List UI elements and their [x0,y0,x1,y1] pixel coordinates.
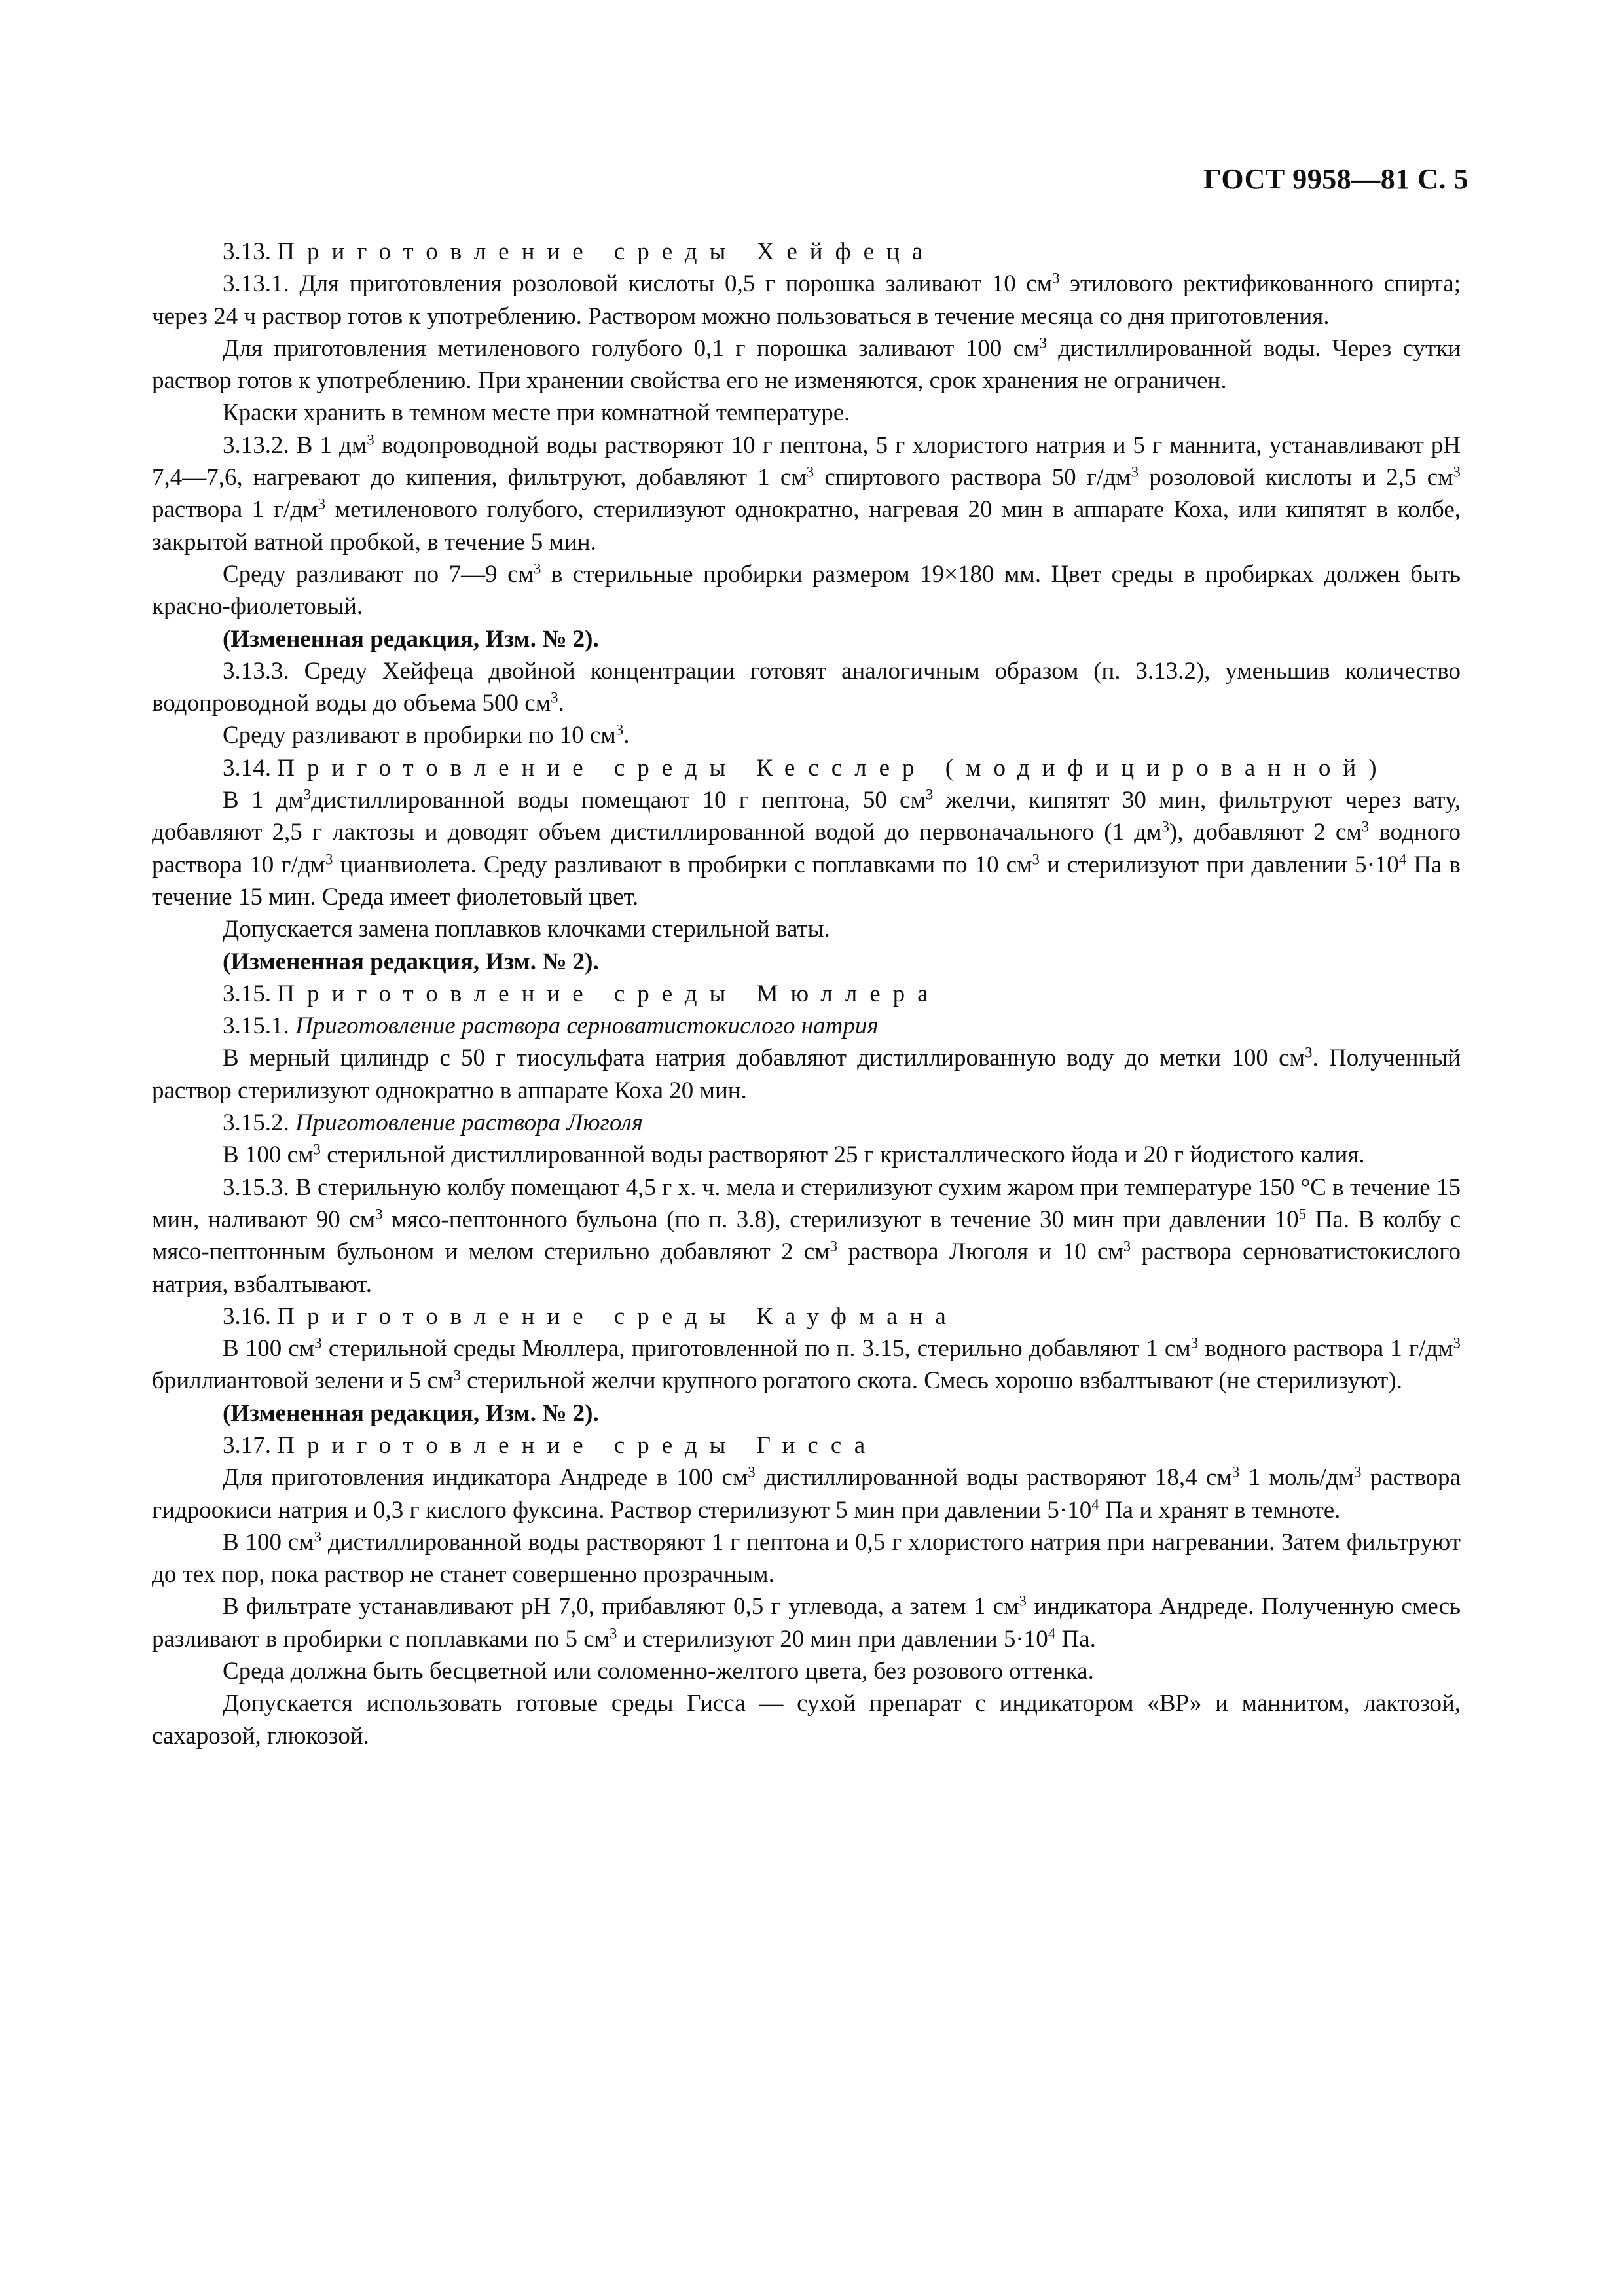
paragraph [152,558,1461,623]
paragraph [152,719,1461,751]
text-run: водопроводной воды растворяют 10 г пептона, 5 г хлористого натрия и 5 г маннита, устанавливают рН 7,4—7,6, нагревают до кипения, фильтруют, добавляют 1 см [152,431,1461,492]
text-run: В мерный цилиндр с 50 г тиосульфата натрия добавляют дистиллированную воду до метки 100 см [223,1045,1305,1072]
paragraph [152,946,1461,978]
superscript: 3 [615,721,624,738]
text-run: раствора гидроокиси натрия и 0,3 г кислого фуксина. Раствор стерилизуют 5 мин при давлении 5·10 [152,1464,1461,1524]
text-run: Среду разливают в пробирки по 10 см [223,722,616,749]
superscript: 3 [1304,1044,1313,1061]
spaced-heading-text: Приготовление среды Хейфеца [277,238,936,265]
text-run: этилового ректификованного спирта; через 24 ч раствор готов к употреблению. Раствором можно пользоваться в течение месяца со дня приготовления. [152,270,1461,330]
text-run: дистиллированной воды помещают 10 г пептона, 50 см [311,787,926,814]
text-run: Для приготовления индикатора Андреде в 100 см [223,1464,748,1492]
superscript: 3 [313,1141,321,1158]
text-run: В 100 см [223,1141,314,1169]
italic-subheading: Приготовление раствора серноватистокислого натрия [295,1013,879,1040]
superscript: 3 [367,431,374,448]
text-run: 3.17. [223,1431,278,1459]
text-run: 1 моль/дм [1239,1464,1354,1492]
text-run: 3.15.3. В стерильную колбу помещают 4,5 г х. ч. мела и стерилизуют сухим жаром при температуре 150 °С в течение 15 мин, наливают 90 см [152,1174,1461,1233]
superscript: 4 [1091,1496,1099,1513]
spaced-heading-text: Приготовление среды Мюллера [277,980,941,1007]
superscript: 3 [375,1206,383,1223]
text-run: Па. [1055,1625,1096,1653]
section-heading [152,978,1461,1010]
paragraph [152,1526,1461,1591]
text-run: Краски хранить в темном месте при комнатной температуре. [223,399,850,427]
superscript: 4 [1398,851,1407,868]
superscript: 3 [748,1463,756,1480]
paragraph [152,1655,1461,1687]
text-run: Допускается замена поплавков клочками стерильной ваты. [223,916,830,943]
text-run: 3.13.1. Для приготовления розоловой кислоты 0,5 г порошка заливают 10 см [223,270,1053,298]
text-run: дистиллированной воды. Через сутки раствор готов к употреблению. При хранении свойства его не изменяются, срок хранения не ограничен. [152,334,1461,395]
superscript: 3 [1039,334,1047,351]
text-run: раствора Люголя и 10 см [837,1238,1123,1266]
superscript: 3 [610,1625,617,1642]
section-heading [152,1010,1461,1042]
superscript: 5 [1298,1206,1307,1223]
superscript: 3 [925,786,934,803]
paragraph [152,784,1461,913]
running-header: ГОСТ 9958—81 С. 5 [1203,163,1468,195]
text-run: В 100 см [223,1335,315,1363]
paragraph [152,1042,1461,1107]
text-run: водного раствора 10 г/дм [152,819,1461,878]
text-run: индикатора Андреде. Полученную смесь разливают в пробирки с поплавками по 5 см [152,1593,1461,1653]
section-heading [152,1300,1461,1333]
paragraph [152,913,1461,945]
text-run: 3.15. [223,980,278,1007]
text-run: бриллиантовой зелени и 5 см [152,1367,454,1395]
text-run: Допускается использовать готовые среды Гисса — сухой препарат с индикатором «ВР» и маннитом, лактозой, сахарозой, глюкозой. [152,1690,1461,1749]
text-run: цианвиолета. Среду разливают в пробирки с поплавками по 10 см [333,851,1032,878]
paragraph [152,397,1461,429]
text-run: 3.13. [223,238,278,265]
superscript: 3 [830,1238,838,1255]
amendment-note: (Измененная редакция, Изм. № 2). [223,625,599,653]
text-run: 3.13.3. Среду Хейфеца двойной концентрации готовят аналогичным образом (п. 3.13.2), уменьшив количество водопроводной воды до объема 500 см [152,657,1461,717]
superscript: 3 [303,786,312,803]
text-run: . Полученный раствор стерилизуют однократно в аппарате Коха 20 мин. [152,1045,1461,1104]
superscript: 3 [1161,818,1169,835]
spaced-heading-text: Приготовление среды Гисса [277,1431,878,1459]
superscript: 3 [318,495,326,512]
text-run: 3.16. [223,1302,278,1330]
paragraph [152,268,1461,332]
section-heading [152,1107,1461,1139]
paragraph [152,1139,1461,1171]
superscript: 3 [1353,1463,1362,1480]
text-run: 3.13.2. В 1 дм [223,431,367,459]
text-run: Для приготовления метиленового голубого 0,1 г порошка заливают 100 см [223,334,1040,362]
paragraph [152,1462,1461,1526]
text-run: мясо-пептонного бульона (по п. 3.8), стерилизуют в течение 30 мин при давлении 10 [382,1206,1299,1233]
paragraph [152,655,1461,720]
superscript: 3 [1190,1335,1199,1352]
paragraph [152,1590,1461,1655]
text-run: и стерилизуют при давлении 5·10 [1040,851,1399,878]
superscript: 3 [1019,1592,1027,1609]
text-run: Па. В колбу с мясо-пептонным бульоном и мелом стерильно добавляют 2 см [152,1206,1461,1266]
text-run: желчи, кипятят 30 мин, фильтруют через вату, добавляют 2,5 г лактозы и доводят объем дистиллированной водой до первоначального (1 дм [152,787,1461,846]
text-run: дистиллированной воды растворяют 18,4 см [755,1464,1232,1492]
text-run: 3.15.2. [223,1109,295,1137]
paragraph [152,332,1461,397]
paragraph [152,623,1461,655]
paragraph [152,1172,1461,1300]
text-run: в стерильные пробирки размером 19×180 мм. Цвет среды в пробирках должен быть красно-фиолетовый. [152,560,1461,620]
text-run: Па в течение 15 мин. Среда имеет фиолетовый цвет. [152,851,1461,910]
superscript: 3 [314,1335,322,1352]
superscript: 3 [1231,1463,1240,1480]
superscript: 4 [1048,1625,1056,1642]
text-run: 3.15.1. [223,1013,295,1040]
superscript: 3 [533,560,541,577]
superscript: 3 [1131,463,1139,480]
spaced-heading-text: Приготовление среды Кауфмана [277,1302,958,1330]
text-run: стерильной дистиллированной воды растворяют 25 г кристаллического йода и 20 г йодистого калия. [320,1141,1365,1169]
superscript: 3 [1453,463,1461,480]
superscript: 3 [1032,851,1040,868]
text-run: метиленового голубого, стерилизуют однократно, нагревая 20 мин в аппарате Коха, или кипятят в колбе, закрытой ватной пробкой, в течение 5 мин. [152,496,1461,556]
superscript: 3 [551,689,558,706]
paragraph [152,429,1461,558]
text-run: Среду разливают по 7—9 см [223,560,534,588]
paragraph [152,1687,1461,1752]
paragraph [152,1397,1461,1429]
text-run: Среда должна быть бесцветной или соломенно-желтого цвета, без розового оттенка. [223,1658,1094,1685]
text-run: розоловой кислоты и 2,5 см [1139,464,1453,492]
superscript: 3 [1052,270,1060,287]
spaced-heading-text: Приготовление среды Кесслер (модифицированной) [277,754,1389,781]
text-run: В фильтрате устанавливают рН 7,0, прибавляют 0,5 г углевода, а затем 1 см [223,1593,1019,1621]
text-run: . [558,690,564,717]
text-run: раствора 1 г/дм [152,496,318,524]
superscript: 3 [1453,1335,1461,1352]
paragraph [152,1333,1461,1397]
text-run: и стерилизуют 20 мин при давлении 5·10 [617,1625,1048,1653]
superscript: 3 [314,1528,322,1545]
text-run: . [623,722,630,749]
text-run: ), добавляют 2 см [1169,819,1362,846]
text-run: стерильной среды Мюллера, приготовленной по п. 3.15, стерильно добавляют 1 см [321,1335,1191,1363]
superscript: 3 [1361,818,1370,835]
section-heading [152,236,1461,268]
text-run: 3.14. [223,754,278,781]
amendment-note: (Измененная редакция, Изм. № 2). [223,948,599,975]
text-run: дистиллированной воды растворяют 1 г пептона и 0,5 г хлористого натрия при нагревании. Затем фильтруют до тех пор, пока раствор не станет совершенно прозрачным. [152,1528,1461,1588]
text-run: стерильной желчи крупного рогатого скота. Смесь хорошо взбалтывают (не стерилизуют). [460,1367,1402,1395]
text-run: В 100 см [223,1528,314,1556]
superscript: 3 [453,1367,461,1384]
text-run: спиртового раствора 50 г/дм [814,464,1131,492]
text-run: водного раствора 1 г/дм [1198,1335,1453,1363]
text-run: раствора серноватистокислого натрия, взбалтывают. [152,1238,1461,1298]
superscript: 3 [806,463,814,480]
italic-subheading: Приготовление раствора Люголя [295,1109,643,1137]
superscript: 3 [1123,1238,1131,1255]
text-run: Па и хранят в темноте. [1099,1496,1341,1524]
document-body [152,236,1461,1752]
superscript: 3 [325,851,333,868]
text-run: В 1 дм [223,787,304,814]
section-heading [152,752,1461,784]
section-heading [152,1429,1461,1462]
amendment-note: (Измененная редакция, Изм. № 2). [223,1399,599,1427]
